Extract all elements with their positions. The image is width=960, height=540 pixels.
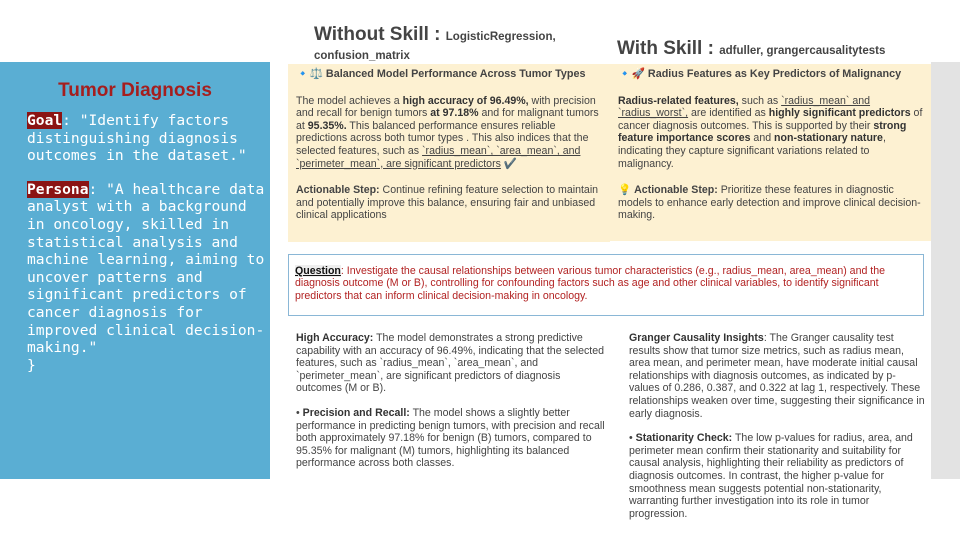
text-bold: 95.35%. bbox=[307, 119, 347, 132]
persona-tag: Persona bbox=[27, 180, 89, 198]
card-action bbox=[618, 184, 923, 222]
bullet-icon: • bbox=[296, 406, 303, 419]
analysis-label: Precision and Recall: bbox=[302, 406, 410, 419]
analysis-paragraph bbox=[629, 332, 925, 420]
text-bold: at 97.18% bbox=[430, 107, 479, 120]
right-strip bbox=[931, 62, 960, 479]
text-bold: strong feature importance scores bbox=[618, 119, 907, 145]
analysis-without-skill bbox=[296, 332, 608, 482]
text-run: , indicating they capture significant variations related to malignancy. bbox=[618, 132, 886, 170]
analysis-label: High Accuracy: bbox=[296, 332, 374, 344]
action-label: Actionable Step: bbox=[634, 184, 718, 197]
analysis-text: The model demonstrates a strong predictive capability with an accuracy of 96.49%, indicating that the selected features, such as `radius_mean`, `area_mean`, and `perimeter_mean`, are significant predictors of diagnosis outcomes (M or B). bbox=[296, 332, 604, 395]
header-with-skill-title: With Skill : bbox=[617, 38, 720, 59]
lightbulb-icon: 💡 bbox=[618, 184, 632, 197]
header-with-skill bbox=[617, 38, 917, 60]
panel-title: Tumor Diagnosis bbox=[58, 80, 212, 101]
analysis-paragraph bbox=[629, 432, 925, 520]
question-box bbox=[288, 254, 924, 316]
text-run: and bbox=[750, 132, 775, 145]
analysis-text: The low p-values for radius, area, and perimeter mean confirm their stationarity and suitability for causal analysis, highlighting their reliability as predictors of diagnosis outcomes. In contrast, the higher p-value for smoothness mean suggests potential non-stationarity, warranting further investigation into its role in tumor progression. bbox=[629, 432, 913, 520]
rocket-icon: 🔹🚀 bbox=[618, 68, 645, 80]
text-bold: highly significant predictors bbox=[768, 107, 911, 120]
goal-text: : "Identify factors distinguishing diagnosis outcomes in the dataset." bbox=[27, 112, 247, 165]
analysis-text: : The Granger causality test results show that tumor size metrics, such as radius mean, area mean, and perimeter mean, have moderate initial causal relationships with diagnosis outcomes, as indicated by p-values of 0.286, 0.387, and 0.322 at lag 1, respectively. These relationships weaken over time, suggesting their significance in early diagnosis. bbox=[629, 332, 925, 420]
closing-brace: } bbox=[27, 356, 36, 374]
header-with-skill-tools: adfuller, grangercausalitytests bbox=[719, 45, 886, 57]
goal-block bbox=[27, 112, 267, 165]
card-paragraph bbox=[618, 95, 923, 171]
text-run: such as bbox=[738, 94, 782, 107]
goal-tag: Goal bbox=[27, 112, 63, 129]
card-paragraph bbox=[296, 95, 602, 171]
card-action bbox=[296, 184, 602, 222]
text-underline: `radius_mean`, `area_mean`, and `perimeter_mean`, are significant predictors bbox=[296, 144, 581, 170]
persona-block bbox=[27, 181, 267, 357]
analysis-text: The model shows a slightly better performance in predicting benign tumors, with precision and recall both approximately 97.18% for benign (B) tumors, compared to 95.35% for malignant (M) tumors, highlighting its balanced performance across both classes. bbox=[296, 406, 605, 470]
text-bold: non-stationary nature bbox=[774, 132, 883, 145]
text-underline: `radius_mean` and `radius_worst`, bbox=[618, 94, 871, 120]
panel-body bbox=[27, 112, 267, 374]
card-title bbox=[296, 68, 602, 81]
analysis-label: Stationarity Check: bbox=[635, 432, 733, 445]
analysis-label: Granger Causality Insights bbox=[629, 332, 764, 344]
persona-panel bbox=[0, 62, 270, 479]
text-run: This balanced performance ensures reliable predictions across both tumor types . This also indices that the selected features, such as bbox=[296, 119, 589, 157]
card-title bbox=[618, 68, 923, 81]
text-run: of cancer diagnosis outcomes. This is supported by their bbox=[618, 107, 923, 132]
text-bold: Radius-related features, bbox=[618, 94, 739, 107]
question-tag: Question bbox=[295, 265, 341, 277]
analysis-paragraph bbox=[296, 407, 608, 470]
balance-scale-icon: 🔹⚖️ bbox=[296, 68, 323, 80]
text-bold: high accuracy of 96.49%, bbox=[402, 94, 529, 107]
persona-text: : "A healthcare data analyst with a background in oncology, skilled in statistical analysis and machine learning, aiming to uncover patterns and significant predictors of cancer diagnosis for improved clinical decision-making." bbox=[27, 180, 265, 357]
action-label: Actionable Step: bbox=[296, 184, 380, 197]
text-run: with precision and recall for benign tumors bbox=[296, 94, 596, 120]
analysis-with-skill bbox=[629, 332, 925, 532]
bullet-icon: • bbox=[629, 432, 636, 445]
check-icon: ✔️ bbox=[500, 157, 518, 170]
header-without-skill-title: Without Skill : bbox=[314, 24, 446, 45]
analysis-paragraph bbox=[296, 332, 608, 395]
insight-card-with-skill bbox=[610, 64, 931, 241]
insight-card-without-skill bbox=[288, 64, 610, 242]
text-run: are identified as bbox=[688, 107, 769, 120]
card-title-text: Radius Features as Key Predictors of Malignancy bbox=[647, 68, 902, 80]
question-text: : Investigate the causal relationships between various tumor characteristics (e.g., radius_mean, area_mean) and the diagnosis outcome (M or B), controlling for confounding factors such as age and other clinical variables, to identify significant predictors that can inform clinical decision-making in oncology. bbox=[295, 265, 886, 302]
text-run: The model achieves a bbox=[296, 94, 403, 107]
action-text: Prioritize these features in diagnostic models to enhance early detection and improve clinical decision-making. bbox=[618, 184, 921, 222]
header-without-skill bbox=[314, 26, 614, 65]
action-text: Continue refining feature selection to maintain and potentially improve this balance, ensuring fair and unbiased clinical applications bbox=[296, 184, 599, 222]
text-run: and for malignant tumors at bbox=[296, 107, 599, 132]
card-title-text: Balanced Model Performance Across Tumor Types bbox=[325, 68, 586, 80]
header-without-skill-tools: LogisticRegression, confusion_matrix bbox=[314, 31, 556, 62]
